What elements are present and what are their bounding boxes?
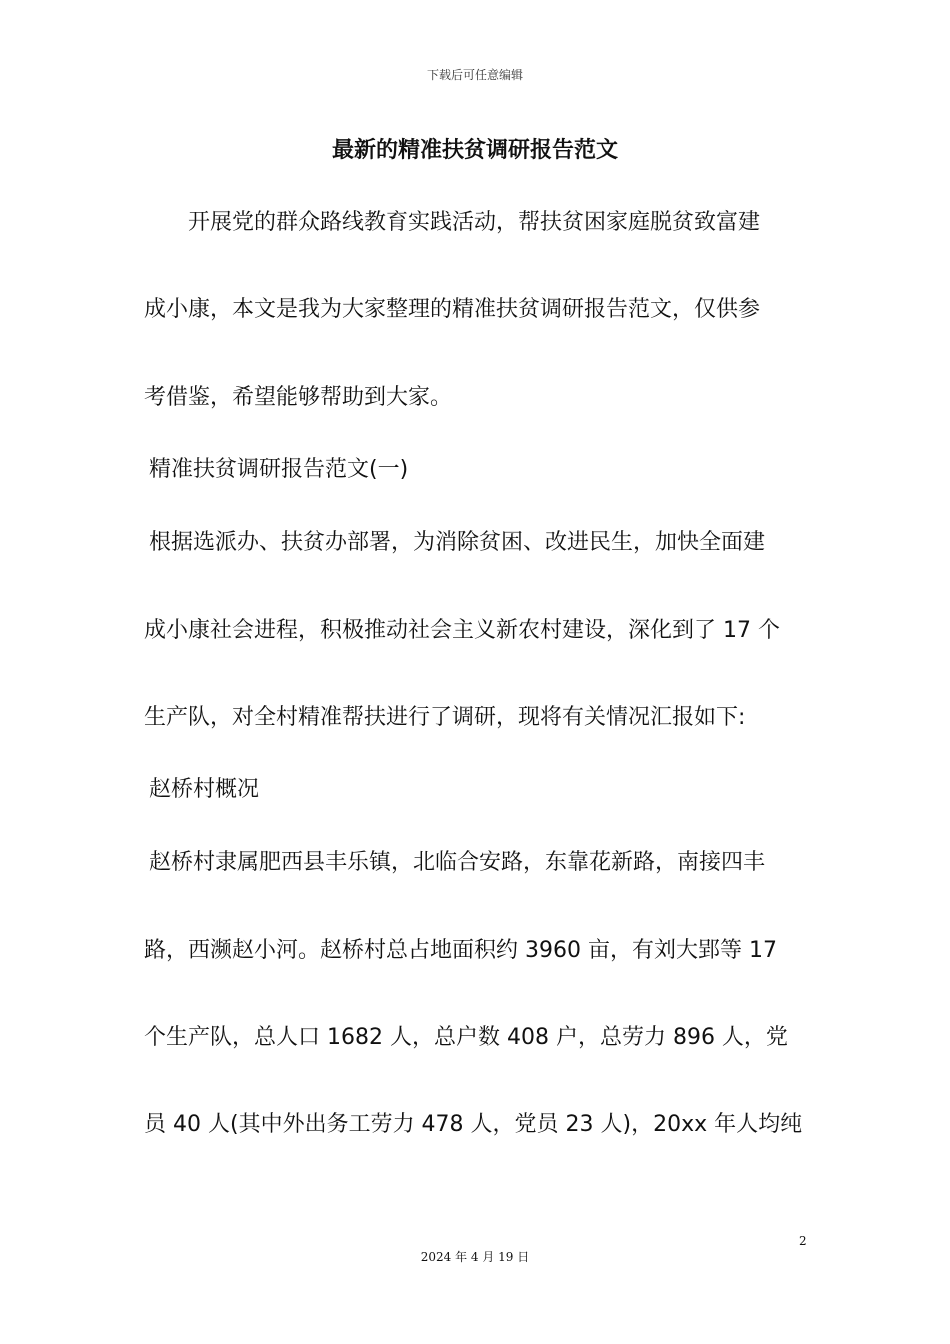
page-header-note: 下载后可任意编辑 [426,68,523,82]
body-line: 赵桥村隶属肥西县丰乐镇，北临合安路，东靠花新路，南接四丰 [149,850,766,875]
footer-date: 2024 年 4 月 19 日 [420,1250,530,1264]
body-line: 成小康，本文是我为大家整理的精准扶贫调研报告范文，仅供参 [144,297,761,322]
subsection-heading: 赵桥村概况 [149,777,260,802]
body-line: 考借鉴，希望能够帮助到大家。 [144,385,453,410]
document-title: 最新的精准扶贫调研报告范文 [331,138,618,163]
body-line: 个生产队，总人口 1682 人，总户数 408 户，总劳力 896 人，党 [144,1025,788,1050]
body-line: 开展党的群众路线教育实践活动，帮扶贫困家庭脱贫致富建 [188,210,761,235]
body-line: 路，西濒赵小河。赵桥村总占地面积约 3960 亩，有刘大郢等 17 [144,938,777,963]
body-line: 根据选派办、扶贫办部署，为消除贫困、改进民生，加快全面建 [149,530,766,555]
body-line: 成小康社会进程，积极推动社会主义新农村建设，深化到了 17 个 [144,618,780,643]
page-number: 2 [799,1234,807,1248]
body-line: 员 40 人(其中外出务工劳力 478 人，党员 23 人)，20xx 年人均纯 [144,1112,803,1137]
section-heading: 精准扶贫调研报告范文(一) [149,457,409,482]
body-line: 生产队，对全村精准帮扶进行了调研，现将有关情况汇报如下: [144,705,746,730]
